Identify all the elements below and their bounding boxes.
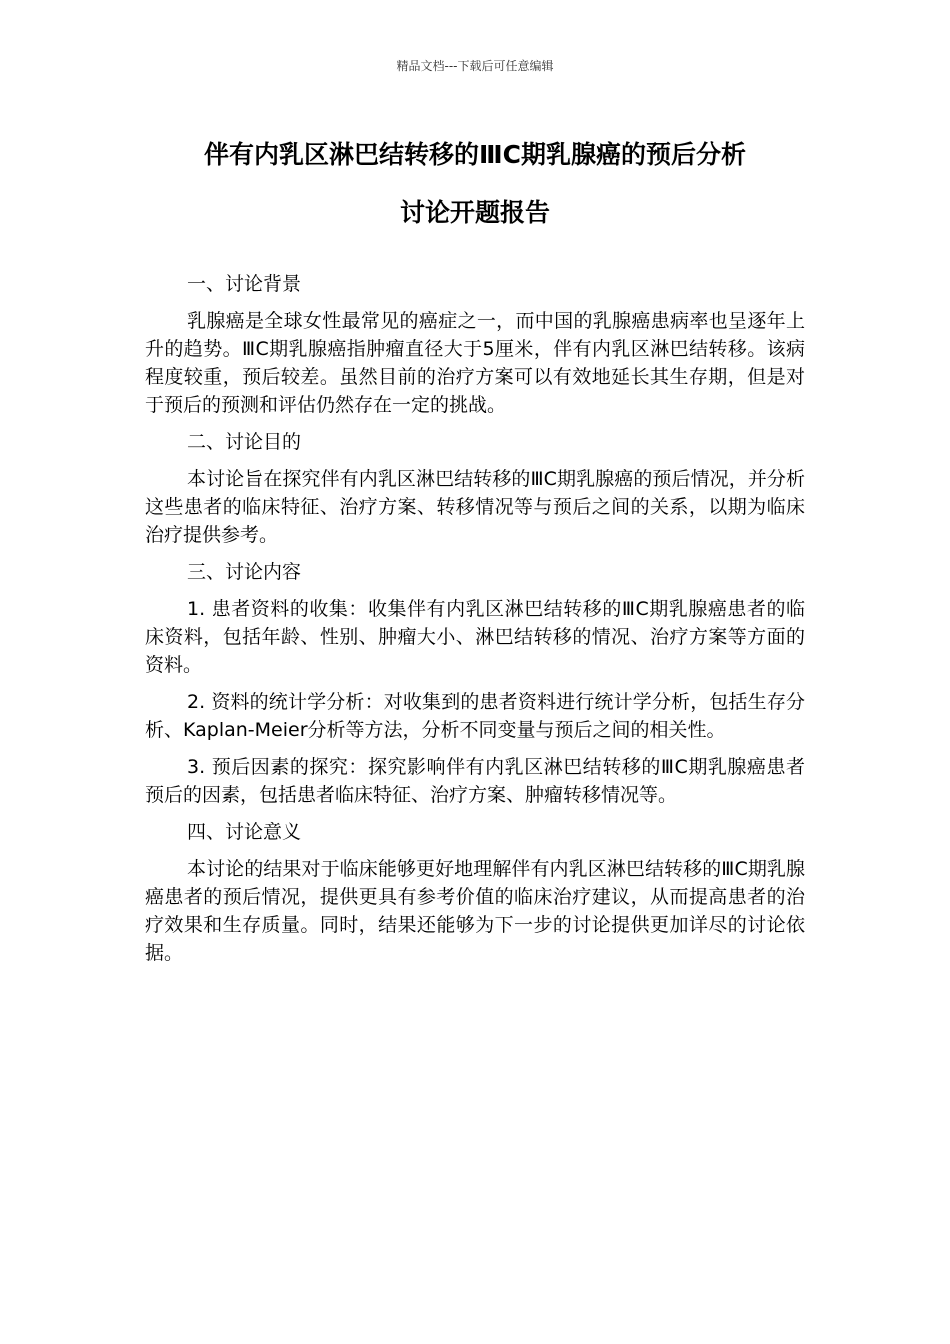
section-heading: 二、讨论目的	[187, 431, 302, 453]
list-item-paragraph: 3. 预后因素的探究：探究影响伴有内乳区淋巴结转移的ⅢC期乳腺癌患者预后的因素，包括患者临床特征、治疗方案、肿瘤转移情况等。	[145, 756, 805, 806]
section-heading: 四、讨论意义	[187, 821, 302, 843]
section-background	[145, 270, 805, 419]
document-title-line-2: 讨论开题报告	[399, 198, 550, 227]
section-heading: 一、讨论背景	[187, 273, 302, 295]
body-paragraph: 本讨论的结果对于临床能够更好地理解伴有内乳区淋巴结转移的ⅢC期乳腺癌患者的预后情况，提供更具有参考价值的临床治疗建议，从而提高患者的治疗效果和生存质量。同时，结果还能够为下一步的讨论提供更加详尽的讨论依据。	[145, 858, 805, 964]
document-body	[145, 270, 805, 976]
section-significance	[145, 818, 805, 967]
document-title-line-1: 伴有内乳区淋巴结转移的ⅢC期乳腺癌的预后分析	[204, 140, 746, 169]
page-header-note: 精品文档---下载后可任意编辑	[396, 59, 554, 73]
section-content	[145, 558, 805, 809]
body-paragraph: 乳腺癌是全球女性最常见的癌症之一，而中国的乳腺癌患病率也呈逐年上升的趋势。ⅢC期乳腺癌指肿瘤直径大于5厘米，伴有内乳区淋巴结转移。该病程度较重，预后较差。虽然目前的治疗方案可以有效地延长其生存期，但是对于预后的预测和评估仍然存在一定的挑战。	[145, 310, 805, 416]
body-paragraph: 本讨论旨在探究伴有内乳区淋巴结转移的ⅢC期乳腺癌的预后情况，并分析这些患者的临床特征、治疗方案、转移情况等与预后之间的关系，以期为临床治疗提供参考。	[145, 468, 805, 546]
section-purpose	[145, 428, 805, 549]
list-item-paragraph: 2. 资料的统计学分析：对收集到的患者资料进行统计学分析，包括生存分析、Kaplan-Meier分析等方法，分析不同变量与预后之间的相关性。	[145, 691, 805, 741]
section-heading: 三、讨论内容	[187, 561, 302, 583]
list-item-paragraph: 1. 患者资料的收集：收集伴有内乳区淋巴结转移的ⅢC期乳腺癌患者的临床资料，包括年龄、性别、肿瘤大小、淋巴结转移的情况、治疗方案等方面的资料。	[145, 598, 805, 676]
